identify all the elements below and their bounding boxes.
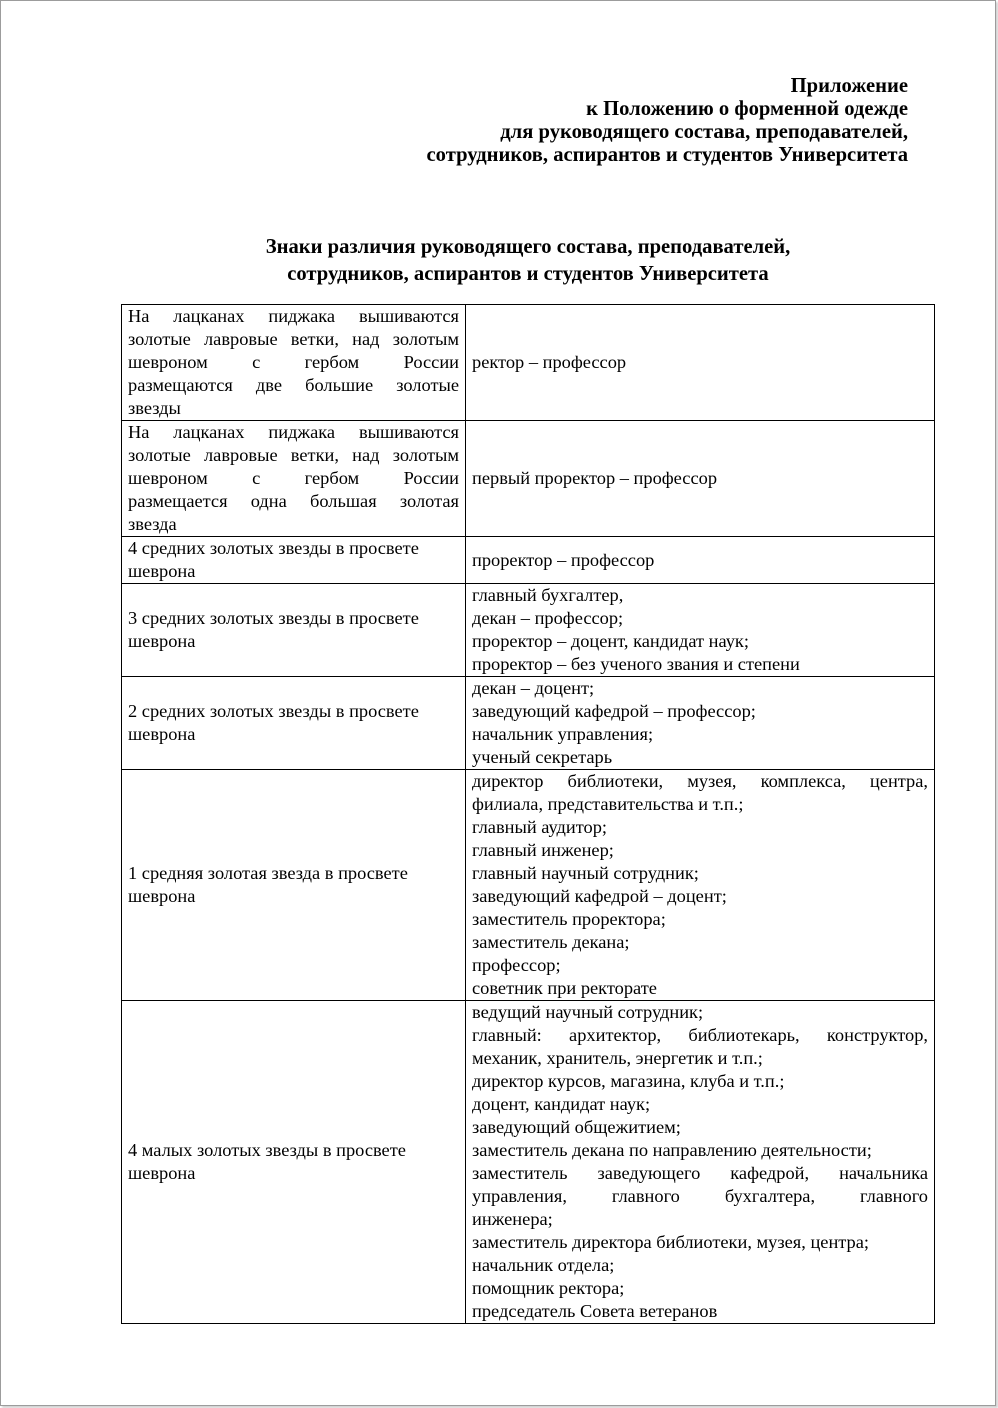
position-cell — [466, 584, 935, 677]
insignia-line: золотые лавровые ветки, над золотым — [128, 329, 459, 349]
appendix-line: сотрудников, аспирантов и студентов Университета — [426, 144, 908, 166]
position-line: советник при ректорате — [472, 978, 657, 998]
insignia-line: На лацканах пиджака вышиваются — [128, 422, 459, 442]
insignia-table — [121, 304, 935, 1324]
insignia-line: шеврона — [128, 886, 196, 906]
position-line: заместитель директора библиотеки, музея, центра; — [472, 1232, 870, 1252]
position-line: управления, главного бухгалтера, главного — [472, 1186, 928, 1206]
position-line: профессор; — [472, 955, 561, 975]
insignia-line: 4 малых золотых звезды в просвете — [128, 1140, 406, 1160]
position-line: помощник ректора; — [472, 1278, 625, 1298]
position-line: проректор – доцент, кандидат наук; — [472, 631, 749, 651]
position-line: главный инженер; — [472, 840, 614, 860]
position-line: ведущий научный сотрудник; — [472, 1002, 704, 1022]
table-row — [122, 305, 935, 421]
insignia-line: шеврона — [128, 631, 196, 651]
position-line: заместитель декана; — [472, 932, 630, 952]
position-line: председатель Совета ветеранов — [472, 1301, 718, 1321]
insignia-line: золотые лавровые ветки, над золотым — [128, 445, 459, 465]
title-line: Знаки различия руководящего состава, преподавателей, — [265, 236, 791, 258]
table-row — [122, 537, 935, 584]
insignia-line: шевроном с гербом России — [128, 468, 459, 488]
insignia-line: размещается одна большая золотая — [128, 491, 459, 511]
appendix-reference — [427, 75, 908, 167]
insignia-line: размещаются две большие золотые — [128, 375, 459, 395]
insignia-line: шеврона — [128, 1163, 196, 1183]
position-line: заместитель заведующего кафедрой, начальника — [472, 1163, 928, 1183]
table-row — [122, 421, 935, 537]
insignia-line: звезда — [128, 514, 177, 534]
insignia-line: шеврона — [128, 561, 196, 581]
insignia-cell — [122, 770, 466, 1001]
insignia-line: 3 средних золотых звезды в просвете — [128, 608, 419, 628]
position-line: главный научный сотрудник; — [472, 863, 699, 883]
position-line: инженера; — [472, 1209, 553, 1229]
table-row — [122, 584, 935, 677]
insignia-line: 4 средних золотых звезды в просвете — [128, 538, 419, 558]
table-row — [122, 1001, 935, 1324]
position-line: механик, хранитель, энергетик и т.п.; — [472, 1048, 763, 1068]
position-cell — [466, 770, 935, 1001]
position-cell — [466, 305, 935, 421]
insignia-cell — [122, 305, 466, 421]
position-line: начальник управления; — [472, 724, 654, 744]
position-line: доцент, кандидат наук; — [472, 1094, 651, 1114]
document-title — [1, 234, 998, 288]
insignia-cell — [122, 1001, 466, 1324]
position-line: проректор – профессор — [472, 549, 655, 570]
position-line: главный бухгалтер, — [472, 585, 624, 605]
appendix-line: для руководящего состава, преподавателей, — [500, 121, 908, 143]
title-line: сотрудников, аспирантов и студентов Университета — [287, 263, 769, 285]
position-line: заместитель проректора; — [472, 909, 666, 929]
position-line: декан – доцент; — [472, 678, 595, 698]
position-line: ученый секретарь — [472, 747, 613, 767]
position-line: директор курсов, магазина, клуба и т.п.; — [472, 1071, 785, 1091]
position-line: первый проректор – профессор — [472, 468, 718, 488]
position-line: заведующий кафедрой – профессор; — [472, 701, 756, 721]
position-cell — [466, 421, 935, 537]
insignia-line: шевроном с гербом России — [128, 352, 459, 372]
position-line: заведующий кафедрой – доцент; — [472, 886, 727, 906]
appendix-line: Приложение — [790, 75, 908, 97]
insignia-cell — [122, 537, 466, 584]
position-cell — [466, 537, 935, 584]
position-line: заместитель декана по направлению деятельности; — [472, 1140, 872, 1160]
insignia-line: На лацканах пиджака вышиваются — [128, 306, 459, 326]
insignia-line: 2 средних золотых звезды в просвете — [128, 701, 419, 721]
position-line: заведующий общежитием; — [472, 1117, 681, 1137]
insignia-line: 1 средняя золотая звезда в просвете — [128, 863, 408, 883]
position-line: главный аудитор; — [472, 817, 608, 837]
position-cell — [466, 1001, 935, 1324]
appendix-line: к Положению о форменной одежде — [586, 98, 908, 120]
position-line: проректор – без ученого звания и степени — [472, 654, 800, 674]
position-line: филиала, представительства и т.п.; — [472, 794, 744, 814]
insignia-line: шеврона — [128, 724, 196, 744]
insignia-cell — [122, 584, 466, 677]
position-line: ректор – профессор — [472, 352, 627, 372]
insignia-cell — [122, 677, 466, 770]
position-line: начальник отдела; — [472, 1255, 615, 1275]
position-line: главный: архитектор, библиотекарь, конструктор, — [472, 1025, 928, 1045]
position-line: декан – профессор; — [472, 608, 624, 628]
table-row — [122, 770, 935, 1001]
position-line: директор библиотеки, музея, комплекса, центра, — [472, 771, 928, 791]
position-cell — [466, 677, 935, 770]
insignia-line: звезды — [128, 398, 181, 418]
table-row — [122, 677, 935, 770]
insignia-cell — [122, 421, 466, 537]
